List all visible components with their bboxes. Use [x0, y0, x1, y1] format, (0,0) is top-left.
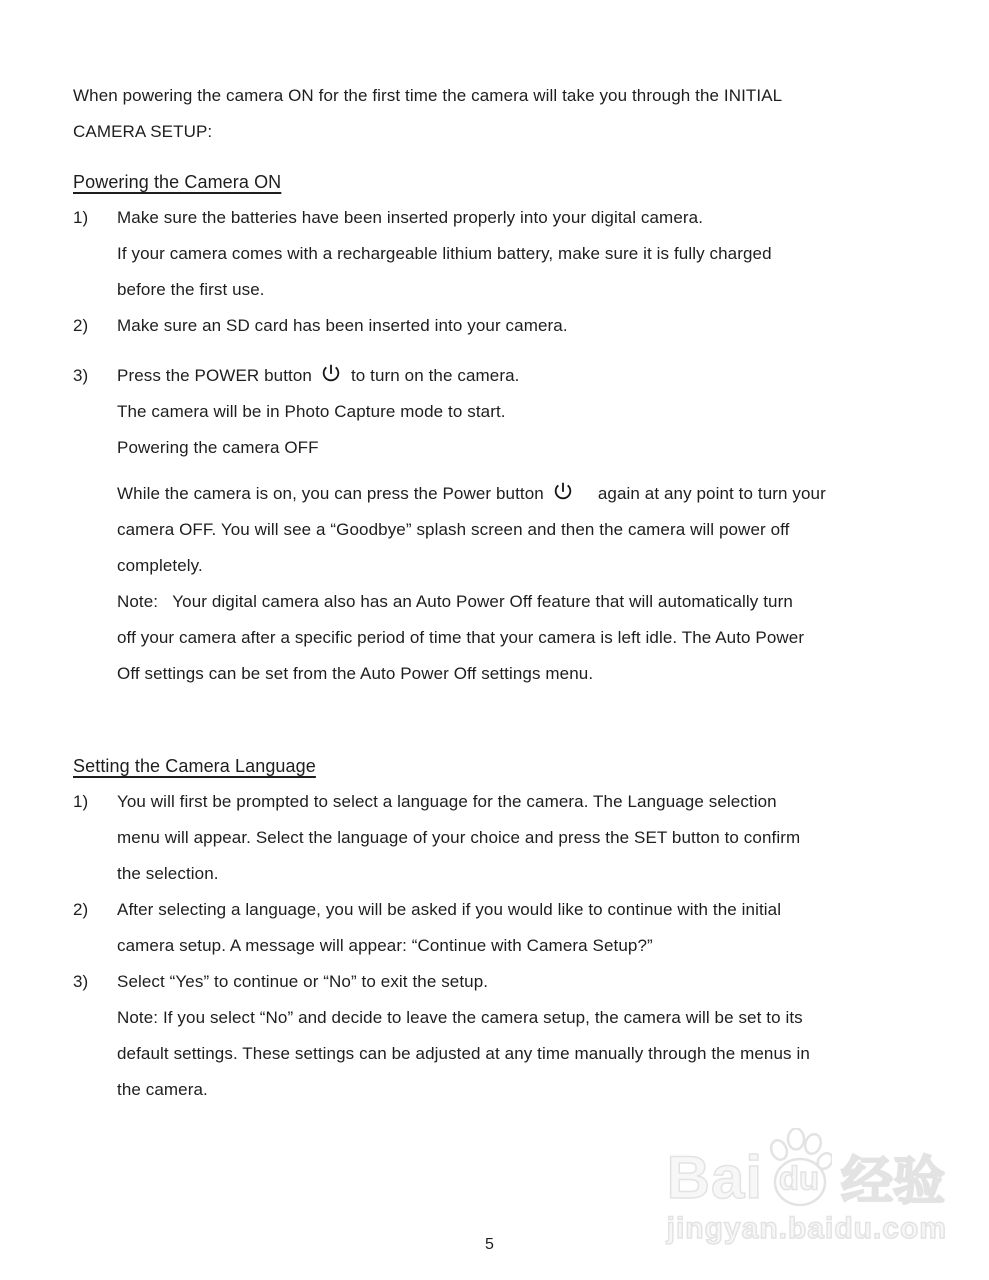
text-line: Make sure an SD card has been inserted into your camera.: [117, 316, 568, 335]
text-line: camera setup. A message will appear: “Continue with Camera Setup?”: [117, 936, 653, 955]
list-item-3: [73, 358, 989, 692]
list-number: 2): [73, 316, 89, 335]
intro-line-2: CAMERA SETUP:: [73, 122, 213, 141]
list-number: 3): [73, 972, 89, 991]
text-line: The camera will be in Photo Capture mode to start.: [117, 402, 506, 421]
list-item-2: [73, 892, 989, 964]
note-line: Note: If you select “No” and decide to leave the camera setup, the camera will be set to its: [117, 1008, 803, 1027]
text-segment: While the camera is on, you can press the Power button: [117, 484, 544, 503]
note-line: the camera.: [117, 1080, 208, 1099]
text-line-with-icon: [117, 358, 989, 394]
text-line-with-icon: [117, 476, 989, 512]
baidu-logo-text-bai: Bai: [666, 1144, 763, 1211]
text-segment: again at any point to turn your: [597, 484, 826, 503]
intro-paragraph: [73, 78, 989, 150]
watermark-logo-row: [666, 1128, 947, 1211]
power-icon: [552, 476, 574, 512]
text-line: Powering the camera OFF: [117, 438, 319, 457]
list-item-body: [117, 892, 989, 964]
text-line: After selecting a language, you will be asked if you would like to continue with the initial: [117, 900, 782, 919]
intro-line-1: When powering the camera ON for the first time the camera will take you through the INITIAL: [73, 86, 783, 105]
text-line: Select “Yes” to continue or “No” to exit the setup.: [117, 972, 489, 991]
section-heading-powering-on: Powering the Camera ON: [73, 172, 282, 192]
text-line: before the first use.: [117, 280, 265, 299]
text-line: camera OFF. You will see a “Goodbye” splash screen and then the camera will power off: [117, 520, 790, 539]
baidu-paw-icon: [766, 1128, 832, 1208]
text-line: If your camera comes with a rechargeable lithium battery, make sure it is fully charged: [117, 244, 772, 263]
list-item-3: [73, 964, 989, 1108]
section-heading-language: Setting the Camera Language: [73, 756, 316, 776]
list-item-body: [117, 308, 989, 344]
list-item-body: [117, 964, 989, 1108]
baidu-logo-text-du: du: [778, 1159, 820, 1197]
list-item-body: [117, 200, 989, 308]
baidu-watermark: [667, 1128, 947, 1244]
note-line: default settings. These settings can be adjusted at any time manually through the menus in: [117, 1044, 810, 1063]
power-icon: [320, 358, 342, 394]
text-segment: Press the POWER button: [117, 366, 312, 385]
baidu-jingyan-chinese-text: 经验: [841, 1153, 946, 1211]
note-line: Note: Your digital camera also has an Auto Power Off feature that will automatically turn: [117, 592, 793, 611]
list-item-1: [73, 784, 989, 892]
note-line: off your camera after a specific period of time that your camera is left idle. The Auto Power: [117, 628, 805, 647]
list-number: 1): [73, 208, 89, 227]
page-number: 5: [485, 1236, 494, 1253]
list-item-body: [117, 358, 989, 692]
list-item-2: [73, 308, 989, 344]
text-line: You will first be prompted to select a language for the camera. The Language selection: [117, 792, 777, 811]
section-powering-on: [73, 164, 989, 692]
list-item-1: [73, 200, 989, 308]
text-segment: to turn on the camera.: [350, 366, 520, 385]
list-number: 3): [73, 366, 89, 385]
text-line: completely.: [117, 556, 203, 575]
text-line: the selection.: [117, 864, 219, 883]
text-line: Make sure the batteries have been inserted properly into your digital camera.: [117, 208, 704, 227]
list-number: 2): [73, 900, 89, 919]
list-number: 1): [73, 792, 89, 811]
list-item-body: [117, 784, 989, 892]
section-language: [73, 748, 989, 1108]
note-line: Off settings can be set from the Auto Power Off settings menu.: [117, 664, 594, 683]
text-line: menu will appear. Select the language of your choice and press the SET button to confirm: [117, 828, 801, 847]
watermark-url: jingyan.baidu.com: [666, 1212, 947, 1245]
